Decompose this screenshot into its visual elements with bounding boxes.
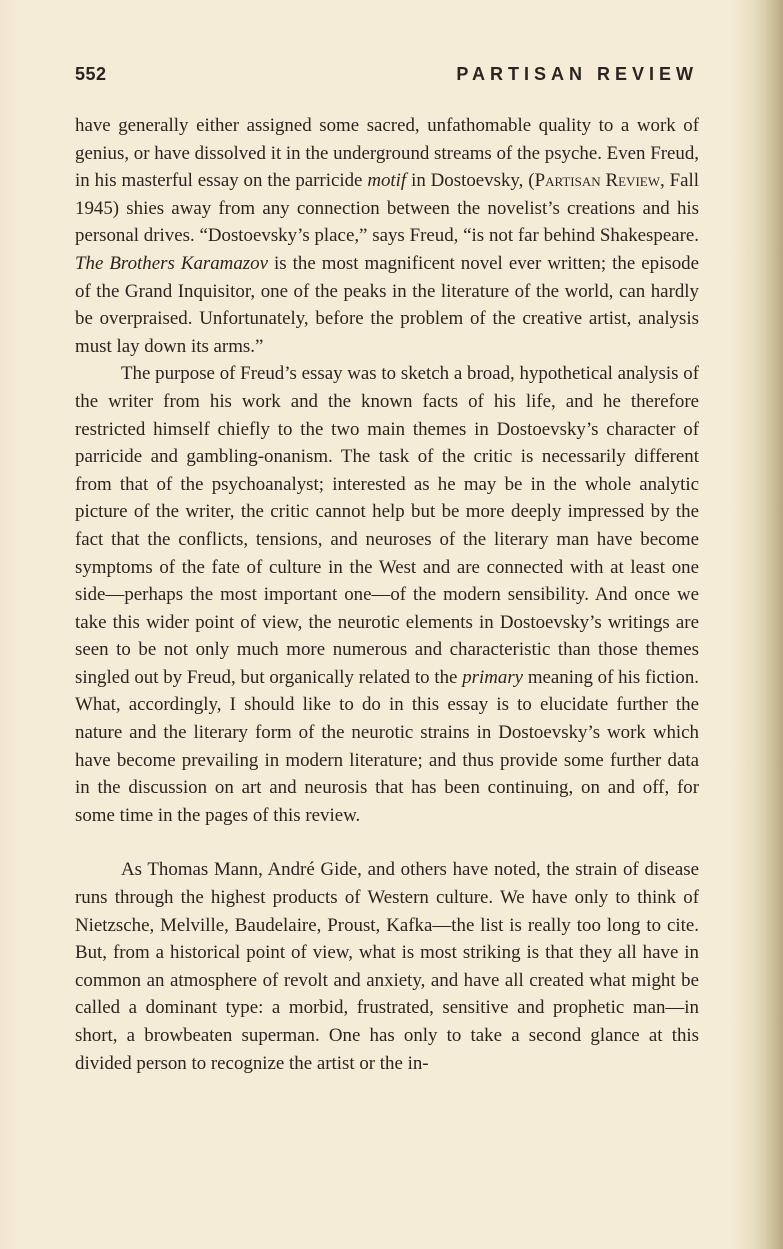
p3-text-a: As Thomas Mann, André Gide, and others have noted, the strain of disease runs through the highest products of Western culture. We have only to think of Nietzsche, Melville, Baudelaire, Proust, Kafka—the list is really too long to cite. But, from a historical point of view, what is most striking is that they all have in common an atmosphere of revolt and anxiety, and have all created what might be called a dominant type: a morbid, frustrated, sensitive and prophetic man—in short, a browbeaten superman. One has only to take a second glance at this divided person to recognize the artist or the in-	[75, 859, 699, 1074]
p1-text-g: is the most magnificent novel ever written; the episode of the Grand Inquisitor, one of the peaks in the literature of the world, can hardly be overpraised. Unfortunately, before the problem of the creative artist, analysis must lay down its arms.”	[75, 252, 699, 357]
p1-book-title: The Brothers Karamazov	[75, 252, 268, 274]
p1-journal-name: Partisan Review	[534, 170, 660, 192]
page-header	[75, 62, 698, 90]
p2-italic-primary: primary	[462, 666, 524, 688]
paragraph-3	[75, 856, 699, 1077]
p1-text-e: , Fall 1945) shies away from any connection between the novelist’s creations and his personal drives. “Dostoevsky’s place,” says Freud, “is not far behind Shakespeare.	[75, 170, 699, 247]
p2-text-c: meaning of his fiction. What, accordingly, I should like to do in this essay is to elucidate further the nature and the literary form of the neurotic strains in Dostoevsky’s work which have become prevailing in modern literature; and thus provide some further data in the discussion on art and neurosis that has been continuing, on and off, for some time in the pages of this review.	[75, 666, 699, 826]
body-text	[75, 112, 699, 1077]
p1-text-c: in Dostoevsky, (	[406, 170, 535, 192]
p1-text-a: have generally either assigned some sacred, unfathomable quality to a work of genius, or have dissolved it in the underground streams of the psyche. Even Freud, in his masterful essay on the parricide	[75, 115, 699, 192]
paragraph-1	[75, 112, 699, 360]
p2-text-a: The purpose of Freud’s essay was to sketch a broad, hypothetical analysis of the writer from his work and the known facts of his life, and he therefore restricted himself chiefly to the two main themes in Dostoevsky’s character of parricide and gambling-onanism. The task of the critic is necessarily different from that of the psychoanalyst; interested as he may be in the whole analytic picture of the writer, the critic cannot help but be more deeply impressed by the fact that the conflicts, tensions, and neuroses of the literary man have become symptoms of the fate of culture in the West and are connected with at least one side—perhaps the most important one—of the modern sensibility. And once we take this wider point of view, the neurotic elements in Dostoevsky’s writings are seen to be not only much more numerous and characteristic than those themes singled out by Freud, but organically related to the	[75, 363, 699, 688]
p1-italic-motif: motif	[367, 170, 407, 192]
running-head: PARTISAN REVIEW	[456, 64, 698, 84]
page-number: 552	[75, 64, 107, 84]
paragraph-2	[75, 360, 699, 829]
